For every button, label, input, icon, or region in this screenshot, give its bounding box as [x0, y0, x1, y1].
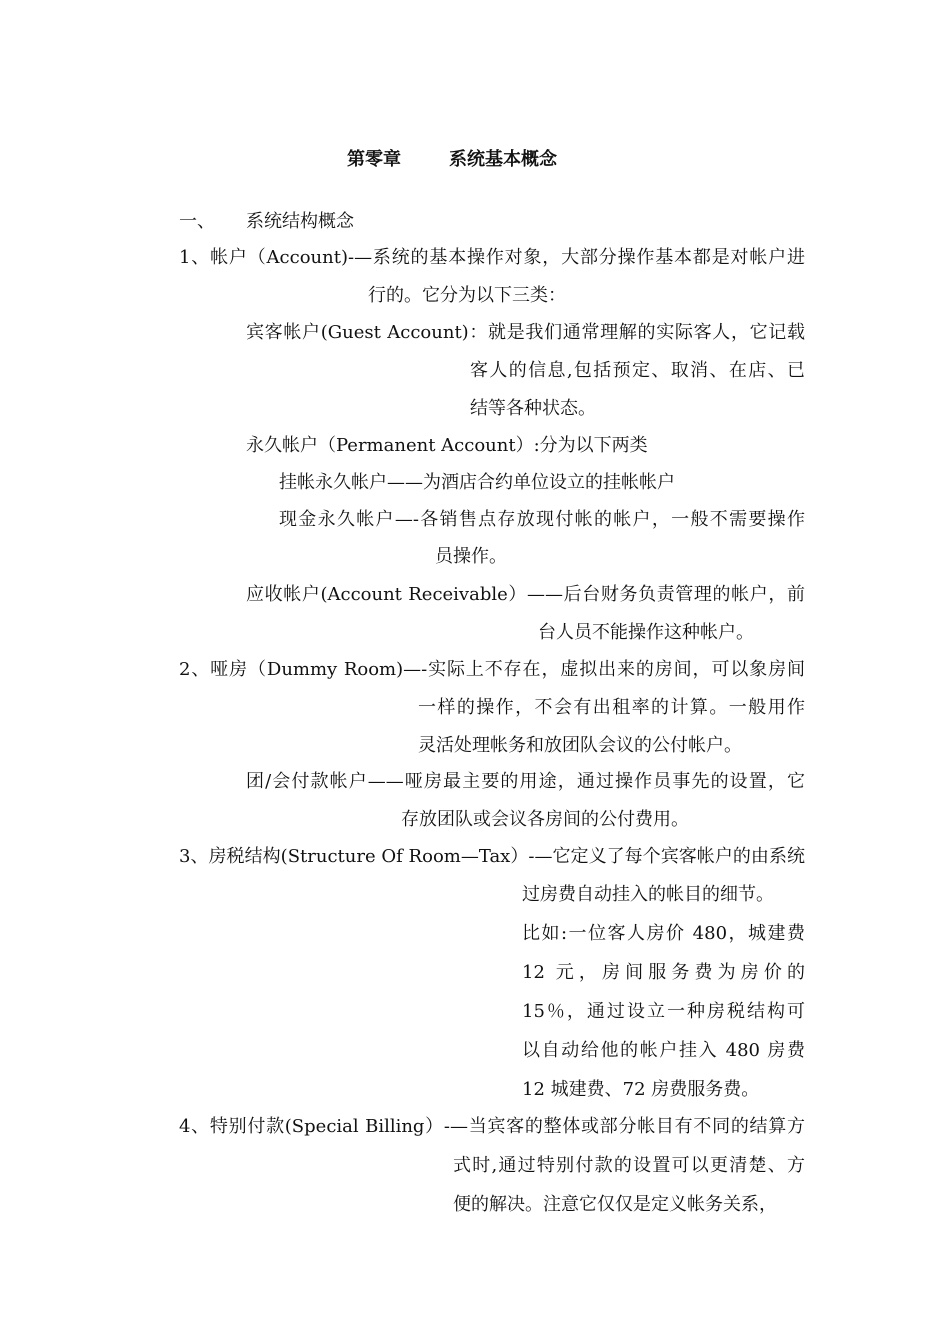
- guest-account-line-1: 宾客帐户(Guest Account)：就是我们通常理解的实际客人，它记载: [246, 322, 805, 343]
- item-4-line-2: 式时,通过特别付款的设置可以更清楚、方: [453, 1155, 805, 1176]
- cash-permanent-account-line-2: 员操作。: [435, 546, 507, 567]
- group-account-line-2: 存放团队或会议各房间的公付费用。: [401, 809, 689, 830]
- guest-account-line-3: 结等各种状态。: [470, 398, 596, 419]
- receivable-account-line-2: 台人员不能操作这种帐户。: [538, 622, 754, 643]
- receivable-account-line-1: 应收帐户(Account Receivable）——后台财务负责管理的帐户，前: [246, 584, 805, 605]
- group-account-line-1: 团/会付款帐户——哑房最主要的用途，通过操作员事先的设置，它: [246, 771, 805, 792]
- item-3-line-1: 3、房税结构(Structure Of Room—Tax）-—它定义了每个宾客帐户的由系统: [179, 846, 805, 867]
- credit-permanent-account-line: 挂帐永久帐户——为酒店合约单位设立的挂帐帐户: [279, 472, 675, 493]
- item-2-line-2: 一样的操作，不会有出租率的计算。一般用作: [418, 697, 805, 718]
- item-1-line-2: 行的。它分为以下三类：: [368, 285, 566, 306]
- cash-permanent-account-line-1: 现金永久帐户—-各销售点存放现付帐的帐户，一般不需要操作: [279, 509, 805, 530]
- item-3-line-7: 12 城建费、72 房费服务费。: [522, 1079, 760, 1100]
- item-3-line-3: 比如:一位客人房价 480，城建费: [522, 923, 805, 944]
- item-3-line-2: 过房费自动挂入的帐目的细节。: [522, 884, 774, 905]
- item-3-line-4: 12 元，房间服务费为房价的: [522, 962, 805, 983]
- item-4-line-1: 4、特别付款(Special Billing）-—当宾客的整体或部分帐目有不同的结算方: [179, 1116, 805, 1137]
- chapter-title: 系统基本概念: [449, 149, 557, 170]
- item-1-line-1: 1、帐户（Account)-—系统的基本操作对象，大部分操作基本都是对帐户进: [179, 247, 805, 268]
- item-3-line-5: 15％，通过设立一种房税结构可: [522, 1001, 805, 1022]
- permanent-account-line: 永久帐户（Permanent Account）:分为以下两类: [246, 435, 648, 456]
- item-3-line-6: 以自动给他的帐户挂入 480 房费: [522, 1040, 805, 1061]
- guest-account-line-2: 客人的信息,包括预定、取消、在店、已: [470, 360, 805, 381]
- chapter-number: 第零章: [347, 149, 401, 170]
- item-2-line-3: 灵活处理帐务和放团队会议的公付帐户。: [418, 735, 742, 756]
- item-2-line-1: 2、哑房（Dummy Room)—-实际上不存在，虚拟出来的房间，可以象房间: [179, 659, 805, 680]
- section-heading: 系统结构概念: [246, 211, 354, 232]
- item-4-line-3: 便的解决。注意它仅仅是定义帐务关系，: [453, 1194, 777, 1215]
- section-number: 一、: [179, 211, 215, 232]
